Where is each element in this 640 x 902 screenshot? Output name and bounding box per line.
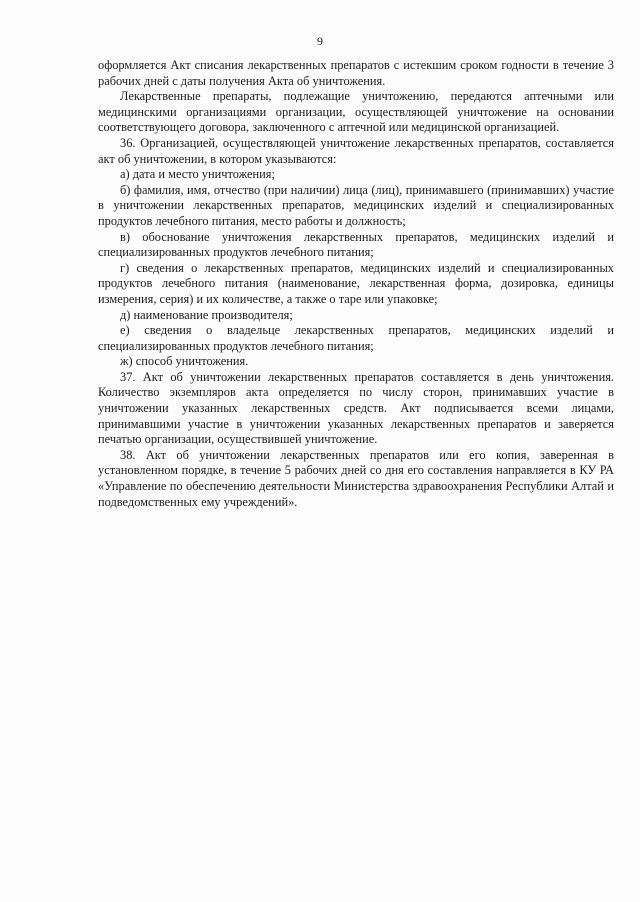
list-item-g: г) сведения о лекарственных препаратов, медицинских изделий и специализированных продуктов лечебного питания (наименование, лекарственная форма, дозировка, единицы измерения, серия) и их количестве, а также о таре или упаковке; [98,260,614,306]
list-item-b: б) фамилия, имя, отчество (при наличии) лица (лиц), принимавшего (принимавших) участие в уничтожении лекарственных препаратов, медицинских изделий и специализированных продуктов лечебного питания, место работы и должность; [98,182,614,228]
paragraph-item-37: 37. Акт об уничтожении лекарственных препаратов составляется в день уничтожения. Количество экземпляров акта определяется по числу сторон, принимавших участие в уничтожении указанных лекарственных средств. Акт подписывается всеми лицами, принимавшими участие в уничтожении указанных лекарственных препаратов и заверяется печатью организации, осуществившей уничтожение. [98,369,614,447]
paragraph-continuation: оформляется Акт списания лекарственных препаратов с истекшим сроком годности в течение 3 рабочих дней с даты получения Акта об уничтожения. [98,58,614,88]
list-item-d: д) наименование производителя; [120,307,293,322]
list-item-zh: ж) способ уничтожения. [120,354,249,369]
page-number: 9 [317,34,323,48]
document-body [98,58,614,510]
list-item-a: а) дата и место уничтожения; [120,167,275,182]
list-item-v: в) обоснование уничтожения лекарственных препаратов, медицинских изделий и специализированных продуктов лечебного питания; [98,229,614,260]
paragraph-item-36: 36. Организацией, осуществляющей уничтожение лекарственных препаратов, составляется акт об уничтожении, в котором указываются: [98,135,614,166]
list-item-e: е) сведения о владельце лекарственных препаратов, медицинских изделий и специализированных продуктов лечебного питания; [98,323,614,353]
paragraph-transfer: Лекарственные препараты, подлежащие уничтожению, передаются аптечными или медицинскими организациями организации, осуществляющей уничтожение на основании соответствующего договора, заключенного с аптечной или медицинской организацией. [98,89,614,135]
paragraph-item-38: 38. Акт об уничтожении лекарственных препаратов или его копия, заверенная в установленном порядке, в течение 5 рабочих дней со дня его составления направляется в КУ РА «Управление по обеспечению деятельности Министерства здравоохранения Республики Алтай и подведомственных ему учреждений». [98,447,614,509]
